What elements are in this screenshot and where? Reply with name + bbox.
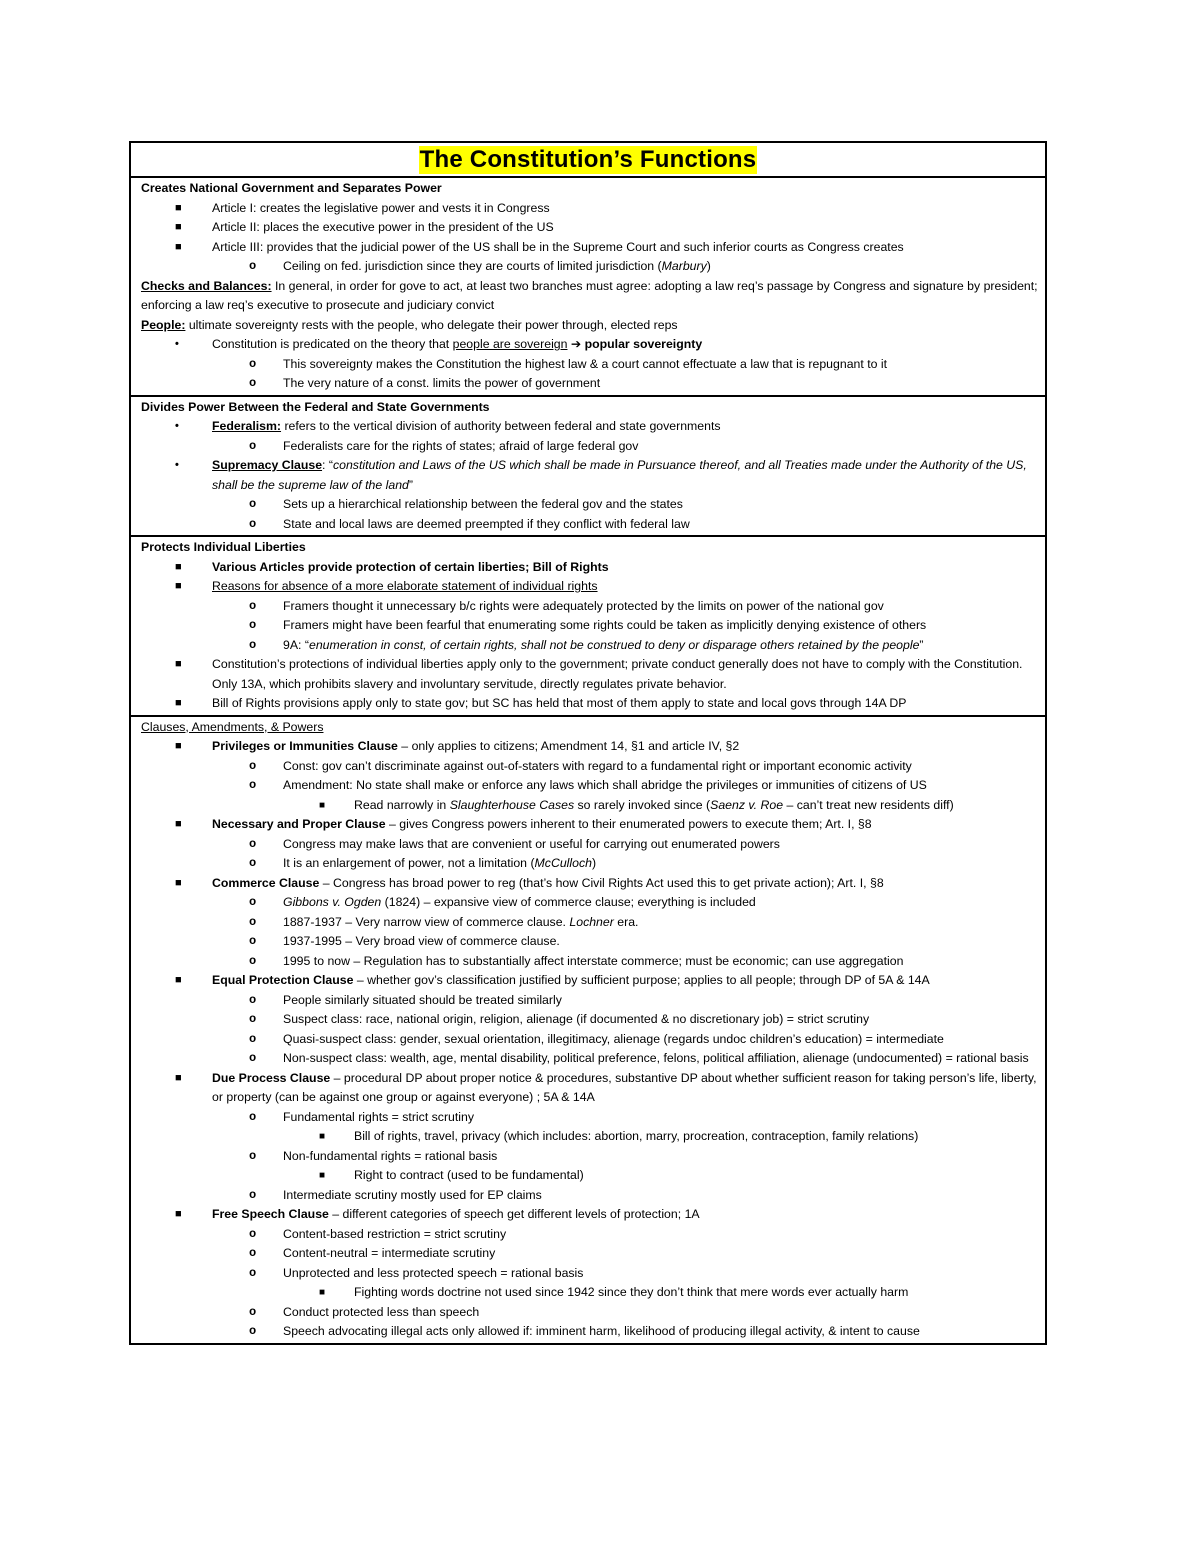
text-segment: )	[591, 856, 597, 870]
list-item	[141, 417, 1045, 437]
bullet-marker: o	[249, 598, 257, 613]
list-item	[141, 815, 1045, 835]
bullet-marker: ■	[175, 697, 182, 709]
text-segment: – procedural DP about proper notice & procedures, substantive DP about whether sufficient reason for taking person’s life, liberty, or property (can be against one group or against everyone) ; 5A & 14A	[212, 1070, 1037, 1104]
text-segment: ”	[919, 637, 924, 652]
section-text-line	[141, 538, 1045, 558]
text-segment: Content-based restriction = strict scrutiny	[283, 1226, 507, 1241]
list-item	[141, 1166, 1045, 1186]
list-item	[141, 1147, 1045, 1167]
list-item	[141, 1205, 1045, 1225]
text-segment: Protects Individual Liberties	[141, 540, 306, 554]
text-segment: popular sovereignty	[584, 337, 703, 351]
bullet-marker: ■	[175, 221, 182, 233]
text-segment: 1995 to now – Regulation has to substantially affect interstate commerce; must be economic; can use aggregation	[283, 953, 904, 968]
bullet-marker: o	[249, 356, 257, 371]
list-item	[141, 616, 1045, 636]
text-segment: 9A: “	[283, 637, 309, 652]
text-segment: Various Articles provide protection of certain liberties; Bill of Rights	[212, 559, 609, 574]
text-segment: McCulloch	[534, 856, 592, 870]
list-item	[141, 1283, 1045, 1303]
list-item	[141, 1303, 1045, 1323]
bullet-marker: o	[249, 1324, 257, 1338]
page-title: The Constitution’s Functions	[419, 145, 757, 173]
sections-container	[131, 178, 1045, 1343]
list-item	[141, 577, 1045, 597]
notes-table	[129, 141, 1047, 1345]
bullet-marker: ■	[319, 799, 326, 811]
text-segment: Commerce Clause	[212, 875, 320, 890]
bullet-marker: ■	[175, 740, 182, 752]
text-segment: People:	[141, 317, 186, 332]
section-text-line	[141, 179, 1045, 199]
text-segment: Marbury	[661, 259, 707, 273]
text-segment: Unprotected and less protected speech = rational basis	[283, 1265, 584, 1280]
bullet-marker: o	[249, 895, 257, 909]
bullet-marker: ■	[175, 1071, 182, 1084]
text-segment: (1824) – expansive view of commerce clause; everything is included	[381, 895, 756, 909]
bullet-marker: o	[249, 1265, 257, 1280]
list-item	[141, 1108, 1045, 1128]
bullet-marker: o	[249, 1031, 257, 1046]
text-segment: Reasons for absence of a more elaborate statement of individual rights	[212, 579, 598, 593]
list-item	[141, 597, 1045, 617]
list-item	[141, 335, 1045, 355]
list-item	[141, 238, 1045, 258]
text-segment: – only applies to citizens; Amendment 14, §1 and article IV, §2	[397, 739, 740, 753]
bullet-marker: ■	[175, 201, 182, 214]
text-segment: State and local laws are deemed preempted if they conflict with federal law	[283, 516, 690, 531]
list-item	[141, 355, 1045, 375]
text-segment: 1937-1995 – Very broad view of commerce clause.	[283, 934, 560, 948]
text-segment: enumeration in const, of certain rights, shall not be construed to deny or disparage others retained by the people	[308, 637, 920, 652]
list-item	[141, 991, 1045, 1011]
bullet-marker: •	[175, 459, 179, 471]
text-segment: Necessary and Proper Clause	[212, 817, 386, 831]
text-segment: Article II: places the executive power in the president of the US	[212, 220, 554, 234]
list-item	[141, 1322, 1045, 1342]
list-item	[141, 1264, 1045, 1284]
text-segment: Framers thought it unnecessary b/c rights were adequately protected by the limits on power of the national gov	[283, 598, 884, 613]
list-item	[141, 655, 1045, 694]
bullet-marker: o	[249, 376, 257, 390]
list-item	[141, 835, 1045, 855]
bullet-marker: o	[249, 637, 257, 652]
bullet-marker: o	[249, 992, 257, 1007]
text-segment: ➔	[567, 337, 585, 351]
text-segment: It is an enlargement of power, not a limitation (	[283, 856, 535, 870]
bullet-marker: o	[249, 1051, 257, 1065]
section-text-line	[141, 277, 1045, 316]
bullet-marker: o	[249, 836, 257, 851]
bullet-marker: •	[175, 338, 179, 350]
list-item	[141, 694, 1045, 714]
text-segment: Amendment: No state shall make or enforce any laws which shall abridge the privileges or immunities of citizens of US	[283, 778, 927, 792]
text-segment: refers to the vertical division of authority between federal and state governments	[281, 419, 721, 433]
list-item	[141, 218, 1045, 238]
text-segment: : “	[322, 458, 333, 472]
bullet-marker: o	[249, 1148, 257, 1163]
list-item	[141, 1127, 1045, 1147]
bullet-marker: ■	[175, 974, 182, 986]
text-segment: This sovereignty makes the Constitution the highest law & a court cannot effectuate a law that is repugnant to it	[283, 356, 888, 371]
text-segment: Right to contract (used to be fundamental)	[354, 1168, 584, 1182]
text-segment: Framers might have been fearful that enumerating some rights could be taken as implicitly denying existence of others	[283, 618, 927, 632]
bullet-marker: o	[249, 497, 257, 511]
text-segment: Const: gov can’t discriminate against out-of-staters with regard to a fundamental right or important economic activity	[283, 758, 912, 773]
list-item	[141, 374, 1045, 394]
text-segment: Fundamental rights = strict scrutiny	[283, 1109, 475, 1124]
section-4	[131, 717, 1045, 1343]
text-segment: Non-suspect class: wealth, age, mental disability, political preference, felons, political affiliation, alienage (undocumented) = rational basis	[283, 1051, 1029, 1065]
text-segment: Ceiling on fed. jurisdiction since they are courts of limited jurisdiction (	[283, 259, 662, 273]
text-segment: Creates National Government and Separates Power	[141, 181, 442, 195]
text-segment: Constitution is predicated on the theory that	[212, 337, 453, 351]
title-row	[131, 143, 1045, 178]
text-segment: Article I: creates the legislative power and vests it in Congress	[212, 200, 550, 215]
text-segment: – whether gov’s classification justified by sufficient purpose; applies to all people; through DP of 5A & 14A	[353, 973, 930, 987]
text-segment: Bill of Rights provisions apply only to state gov; but SC has held that most of them apply to state and local govs through 14A DP	[212, 696, 907, 710]
bullet-marker: o	[249, 516, 257, 531]
text-segment: Federalism:	[212, 419, 282, 433]
list-item	[141, 1010, 1045, 1030]
bullet-marker: o	[249, 1012, 257, 1026]
text-segment: Suspect class: race, national origin, religion, alienage (if documented & no discretionary job) = strict scrutiny	[283, 1012, 870, 1026]
text-segment: Bill of rights, travel, privacy (which includes: abortion, marry, procreation, contraception, family relations)	[354, 1129, 919, 1143]
text-segment: Saenz v. Roe	[710, 797, 784, 812]
bullet-marker: ■	[319, 1287, 326, 1298]
bullet-marker: o	[249, 1304, 257, 1319]
bullet-marker: ■	[175, 560, 182, 573]
bullet-marker: o	[249, 1226, 257, 1241]
text-segment: People similarly situated should be treated similarly	[283, 992, 562, 1007]
section-text-line	[141, 718, 1045, 738]
list-item	[141, 854, 1045, 874]
list-item	[141, 874, 1045, 894]
list-item	[141, 257, 1045, 277]
text-segment: Free Speech Clause	[212, 1207, 329, 1221]
text-segment: Content-neutral = intermediate scrutiny	[283, 1246, 496, 1260]
bullet-marker: ■	[175, 876, 182, 889]
bullet-marker: o	[249, 1109, 257, 1124]
list-item	[141, 971, 1045, 991]
list-item	[141, 913, 1045, 933]
text-segment: – gives Congress powers inherent to their enumerated powers to execute them; Art. I, §8	[385, 817, 872, 831]
text-segment: Privileges or Immunities Clause	[212, 739, 398, 753]
bullet-marker: ■	[319, 1131, 326, 1142]
text-segment: Sets up a hierarchical relationship between the federal gov and the states	[283, 497, 683, 511]
text-segment: In general, in order for gove to act, at least two branches must agree: adopting a law req’s passage by Congress and signature by president; enforcing a law req’s executive to prosecute and judiciary convict	[141, 278, 1038, 312]
list-item	[141, 737, 1045, 757]
bullet-marker: o	[249, 758, 257, 773]
list-item	[141, 558, 1045, 578]
section-3	[131, 537, 1045, 717]
text-segment: – Congress has broad power to reg (that’s how Civil Rights Act used this to get private action); Art. I, §8	[319, 875, 884, 890]
text-segment: Article III: provides that the judicial power of the US shall be in the Supreme Court and such inferior courts as Congress creates	[212, 239, 904, 254]
bullet-marker: o	[249, 914, 257, 929]
bullet-marker: ■	[319, 1170, 326, 1181]
list-item	[141, 456, 1045, 495]
bullet-marker: o	[249, 934, 257, 948]
section-text-line	[141, 316, 1045, 336]
list-item	[141, 952, 1045, 972]
text-segment: people are sovereign	[452, 337, 568, 351]
text-segment: ”	[408, 477, 413, 492]
text-segment: The very nature of a const. limits the power of government	[283, 376, 601, 390]
text-segment: )	[706, 259, 711, 273]
text-segment: Read narrowly in	[354, 797, 450, 812]
list-item	[141, 1069, 1045, 1108]
list-item	[141, 636, 1045, 656]
text-segment: Speech advocating illegal acts only allowed if: imminent harm, likelihood of producing illegal activity, & intent to cause	[283, 1324, 920, 1338]
list-item	[141, 437, 1045, 457]
bullet-marker: o	[249, 1187, 257, 1202]
text-segment: Conduct protected less than speech	[283, 1304, 480, 1319]
text-segment: – different categories of speech get different levels of protection; 1A	[328, 1207, 700, 1221]
text-segment: Quasi-suspect class: gender, sexual orientation, illegitimacy, alienage (regards undoc children’s education) = intermediate	[283, 1031, 944, 1046]
text-segment: constitution and Laws of the US which shall be made in Pursuance thereof, and all Treaties made under the Authority of the US, shall be the supreme law of the land	[212, 458, 1027, 492]
text-segment: Due Process Clause	[212, 1070, 331, 1085]
bullet-marker: o	[249, 778, 257, 792]
text-segment: Intermediate scrutiny mostly used for EP claims	[283, 1187, 542, 1202]
text-segment: Checks and Balances:	[141, 278, 272, 293]
text-segment: Lochner	[569, 914, 614, 929]
text-segment: Slaughterhouse Cases	[449, 797, 575, 812]
bullet-marker: o	[249, 1246, 257, 1260]
list-item	[141, 1049, 1045, 1069]
text-segment: Non-fundamental rights = rational basis	[283, 1148, 498, 1163]
text-segment: ultimate sovereignty rests with the people, who delegate their power through, elected reps	[185, 317, 678, 332]
text-segment: era.	[613, 914, 639, 929]
section-2	[131, 397, 1045, 538]
list-item	[141, 1244, 1045, 1264]
list-item	[141, 757, 1045, 777]
section-text-line	[141, 398, 1045, 418]
bullet-marker: o	[249, 259, 257, 273]
list-item	[141, 776, 1045, 796]
bullet-marker: ■	[175, 1208, 182, 1220]
list-item	[141, 1186, 1045, 1206]
text-segment: Constitution’s protections of individual liberties apply only to the government; private conduct generally does not have to comply with the Constitution. Only 13A, which prohibits slavery and involuntary servitude, directly regulates private behavior.	[212, 657, 1023, 691]
text-segment: 1887-1937 – Very narrow view of commerce clause.	[283, 914, 570, 929]
bullet-marker: ■	[175, 818, 182, 830]
bullet-marker: •	[175, 420, 179, 432]
list-item	[141, 1030, 1045, 1050]
text-segment: – can’t treat new residents diff)	[783, 797, 954, 812]
bullet-marker: ■	[175, 580, 182, 592]
bullet-marker: ■	[175, 658, 182, 670]
list-item	[141, 495, 1045, 515]
list-item	[141, 1225, 1045, 1245]
list-item	[141, 199, 1045, 219]
list-item	[141, 796, 1045, 816]
bullet-marker: o	[249, 953, 257, 968]
bullet-marker: o	[249, 856, 257, 870]
bullet-marker: o	[249, 618, 257, 632]
list-item	[141, 515, 1045, 535]
text-segment: Clauses, Amendments, & Powers	[141, 719, 324, 734]
text-segment: Divides Power Between the Federal and State Governments	[141, 399, 490, 414]
section-1	[131, 178, 1045, 397]
list-item	[141, 932, 1045, 952]
text-segment: so rarely invoked since (	[574, 797, 711, 812]
text-segment: Equal Protection Clause	[212, 973, 354, 987]
text-segment: Gibbons v. Ogden	[283, 895, 382, 909]
list-item	[141, 893, 1045, 913]
bullet-marker: ■	[175, 240, 182, 253]
text-segment: Supremacy Clause	[212, 458, 323, 472]
bullet-marker: o	[249, 438, 257, 453]
text-segment: Congress may make laws that are convenient or useful for carrying out enumerated powers	[283, 836, 780, 851]
text-segment: Federalists care for the rights of states; afraid of large federal gov	[283, 438, 639, 453]
text-segment: Fighting words doctrine not used since 1942 since they don’t think that mere words ever actually harm	[354, 1285, 909, 1299]
